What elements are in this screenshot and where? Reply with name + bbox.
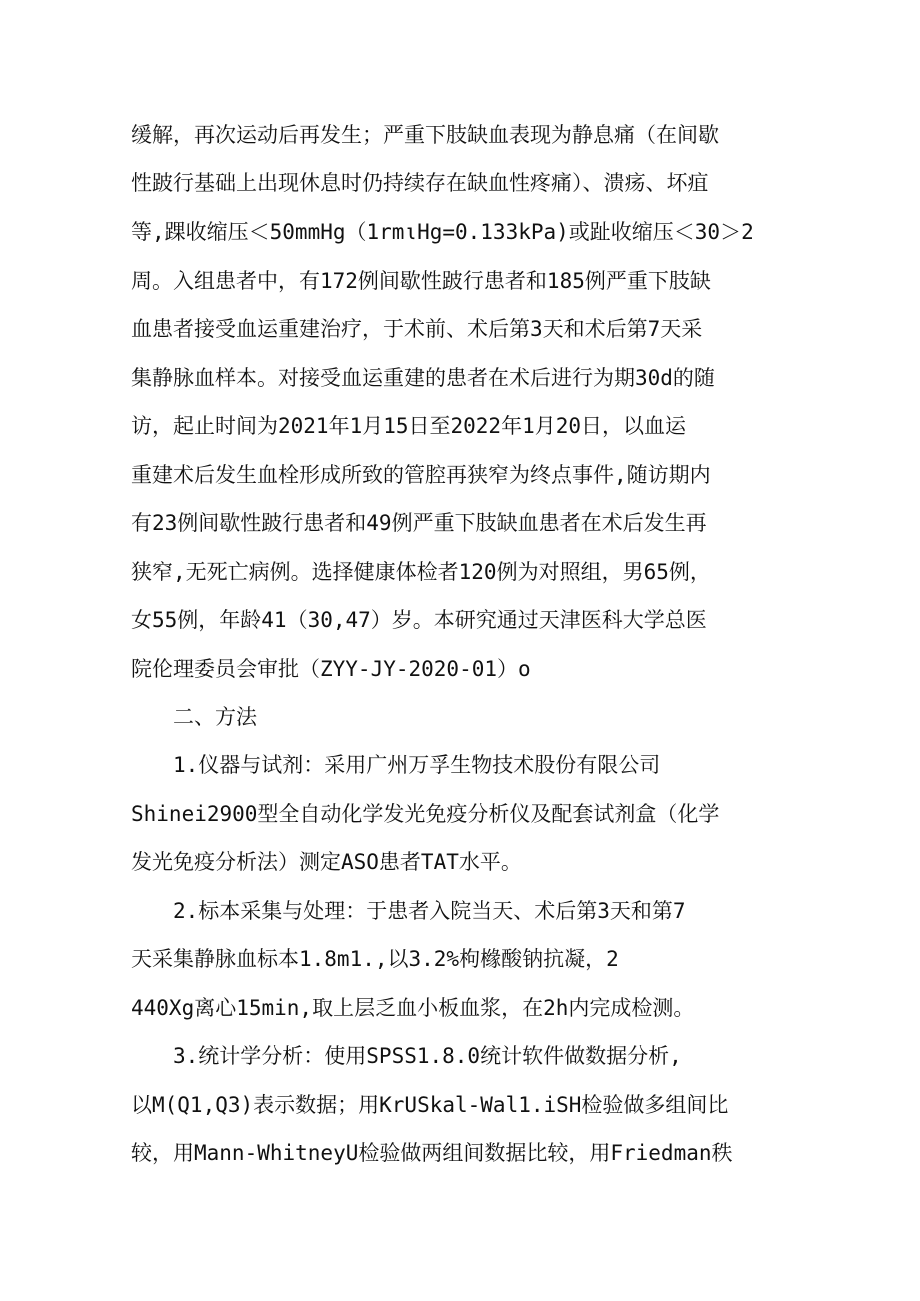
text-line-17: 2.标本采集与处理：于患者入院当天、术后第3天和第7 [173, 899, 686, 923]
text-line-16: 发光免疫分析法）测定ASO患者TAT水平。 [131, 850, 522, 874]
text-line-1: 缓解，再次运动后再发生；严重下肢缺血表现为静息痛（在间歇 [131, 123, 719, 147]
text-line-22: 较，用Mann-WhitneyU检验做两组间数据比较，用Friedman秩 [131, 1141, 733, 1165]
text-line-8: 重建术后发生血栓形成所致的管腔再狭窄为终点事件,随访期内 [131, 463, 711, 487]
text-line-10: 狭窄,无死亡病例。选择健康体检者120例为对照组，男65例， [131, 560, 711, 584]
section-heading: 二、方法 [173, 705, 257, 729]
text-line-21: 以M(Q1,Q3)表示数据；用KrUSkal-Wal1.iSH检验做多组间比 [131, 1093, 729, 1117]
text-line-5: 血患者接受血运重建治疗，于术前、术后第3天和术后第7天采 [131, 317, 703, 341]
text-line-18: 天采集静脉血标本1.8m1.,以3.2%枸橼酸钠抗凝，2 [131, 947, 619, 971]
text-line-19: 440Xg离心15min,取上层乏血小板血浆，在2h内完成检测。 [131, 996, 695, 1020]
text-line-9: 有23例间歇性跛行患者和49例严重下肢缺血患者在术后发生再 [131, 511, 707, 535]
text-line-12: 院伦理委员会审批（ZYY-JY-2020-01）o [131, 657, 531, 681]
text-line-15: Shinei2900型全自动化学发光免疫分析仪及配套试剂盒（化学 [131, 802, 720, 826]
text-line-11: 女55例，年龄41（30,47）岁。本研究通过天津医科大学总医 [131, 608, 707, 632]
text-line-20: 3.统计学分析：使用SPSS1.8.0统计软件做数据分析, [173, 1044, 682, 1068]
text-line-6: 集静脉血样本。对接受血运重建的患者在术后进行为期30d的随 [131, 366, 715, 390]
text-line-2: 性跛行基础上出现休息时仍持续存在缺血性疼痛）、溃疡、坏疽 [131, 171, 709, 195]
text-line-7: 访，起止时间为2021年1月15日至2022年1月20日，以血运 [131, 414, 687, 438]
text-line-4: 周。入组患者中，有172例间歇性跛行患者和185例严重下肢缺 [131, 269, 711, 293]
text-line-14: 1.仪器与试剂：采用广州万孚生物技术股份有限公司 [173, 753, 661, 777]
text-line-3: 等,踝收缩压＜50mmHg（1rmιHg=0.133kPa)或趾收缩压＜30＞2 [131, 220, 754, 244]
